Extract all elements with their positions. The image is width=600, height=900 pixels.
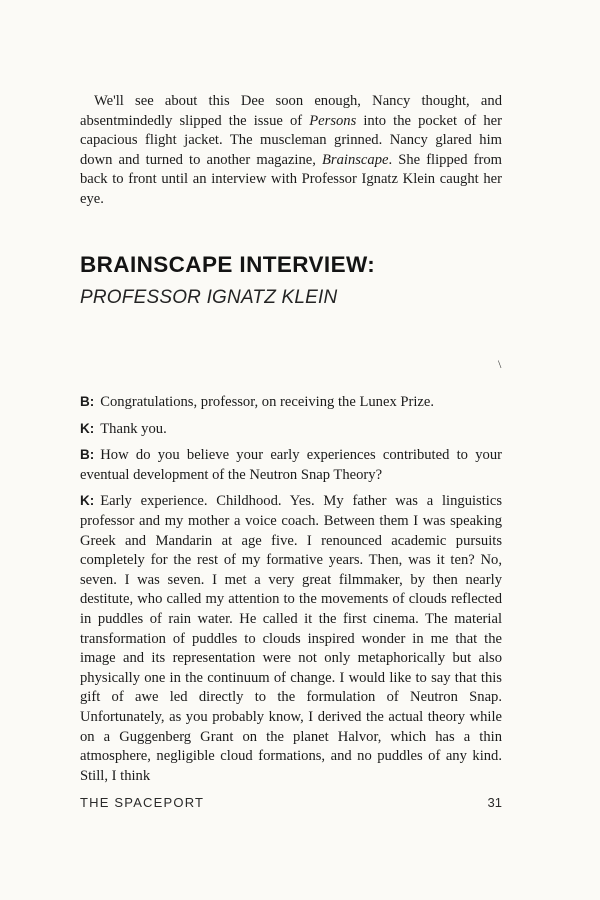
- interview-title: BRAINSCAPE INTERVIEW:: [80, 252, 376, 277]
- intro-text-part-2: into the pocket of her capacious flight jacket. The muscleman grinned. Nancy glared him down and turned to another magazine,: [80, 112, 503, 168]
- running-head: THE SPACEPORT: [80, 795, 205, 810]
- dialogue-line: [80, 445, 502, 485]
- speaker-label: K:: [80, 493, 95, 509]
- intro-text-part-3: . She flipped from back to front until an interview with Professor Ignatz Klein caught her eye.: [80, 151, 502, 207]
- intro-paragraph: [80, 92, 502, 210]
- magazine-title-brainscape: Brainscape: [322, 151, 389, 168]
- dialogue-text: Congratulations, professor, on receiving the Lunex Prize.: [100, 394, 435, 410]
- dialogue-text: Early experience. Childhood. Yes. My father was a linguistics professor and my mother a voice coach. Between them I was speaking Greek and Mandarin at age five. I renounced academic pursuits completely for the rest of my formative years. Then, was it ten? No, seven. I was seven. I met a very great filmmaker, by then nearly destitute, who called my attention to the movements of clouds reflected in puddles of rain water. He called it the first cinema. The material transformation of puddles to clouds inspired wonder in me that the image and its representation were not only metaphorically but also physically one in the continuum of change. I would like to say that this gift of awe led directly to the formulation of Neutron Snap. Unfortunately, as you probably know, I derived the actual theory while on a Guggenberg Grant on the planet Halvor, which has a thin atmosphere, negligible cloud formations, and no puddles of any kind. Still, I think: [80, 493, 502, 784]
- magazine-title-persons: Persons: [309, 112, 357, 129]
- dialogue-line: [80, 491, 502, 786]
- dialogue-line: [80, 419, 502, 440]
- intro-text-part-1: We'll see about this Dee soon enough, Nancy thought, and absentmindedly slipped the issue of: [80, 93, 502, 129]
- dialogue-text: How do you believe your early experiences contributed to your eventual development of the Neutron Snap Theory?: [80, 447, 502, 483]
- dialogue-text: Thank you.: [100, 420, 167, 437]
- speaker-label: B:: [80, 447, 95, 463]
- page-number: 31: [487, 795, 502, 810]
- interview-dialogue: [80, 392, 502, 792]
- interview-subtitle: PROFESSOR IGNATZ KLEIN: [80, 287, 338, 308]
- speaker-label: K:: [80, 420, 95, 436]
- intro-text: [80, 92, 502, 210]
- stray-mark: \: [498, 357, 502, 371]
- speaker-label: B:: [80, 394, 95, 409]
- dialogue-line: [80, 392, 502, 413]
